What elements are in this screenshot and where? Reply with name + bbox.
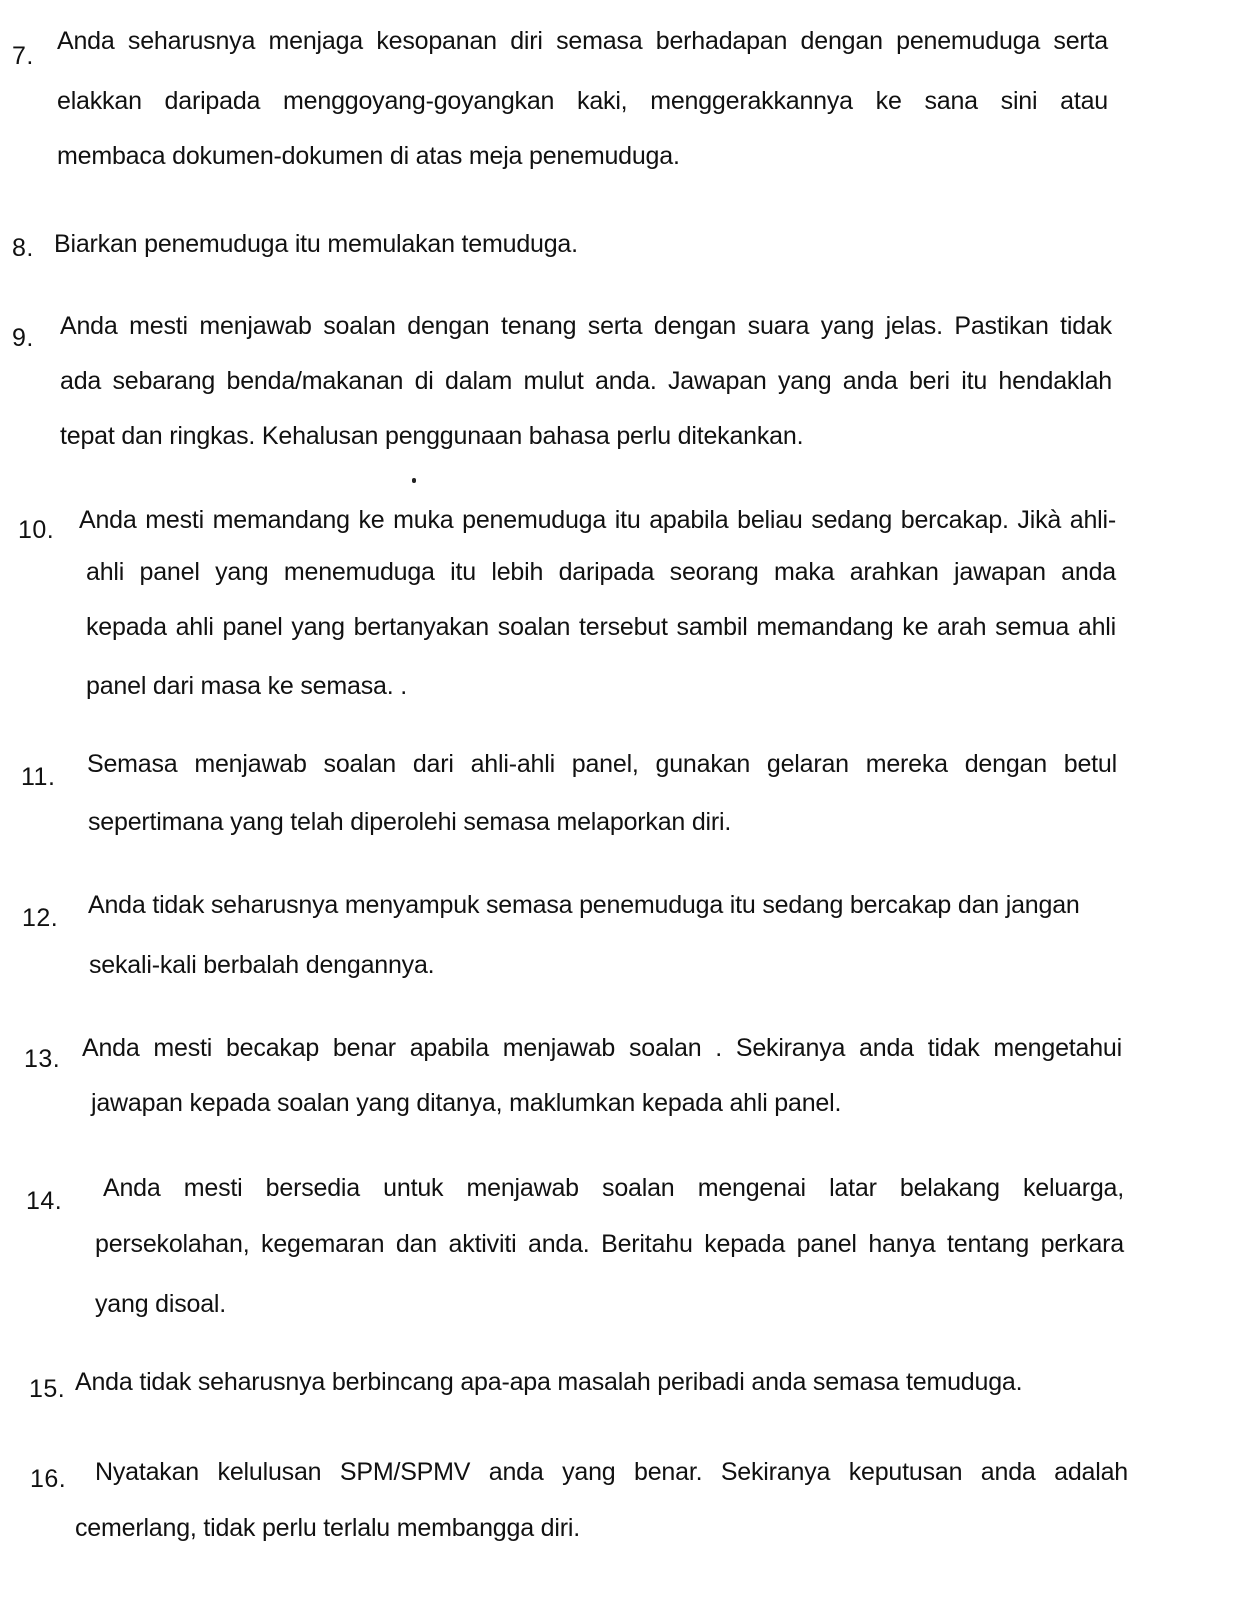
item-number: 7. (12, 42, 34, 70)
item-line: kepada ahli panel yang bertanyakan soalan tersebut sambil memandang ke arah semua ahli (86, 613, 1116, 641)
item-line: Anda mesti becakap benar apabila menjawab soalan . Sekiranya anda tidak mengetahui (82, 1034, 1122, 1062)
item-number: 13. (24, 1045, 61, 1073)
item-line: sepertimana yang telah diperolehi semasa melaporkan diri. (88, 808, 732, 836)
item-line: membaca dokumen-dokumen di atas meja penemuduga. (57, 142, 680, 170)
item-line: Nyatakan kelulusan SPM/SPMV anda yang benar. Sekiranya keputusan anda adalah (95, 1458, 1128, 1486)
item-number: 15. (29, 1375, 66, 1403)
item-line: Anda mesti menjawab soalan dengan tenang serta dengan suara yang jelas. Pastikan tidak (60, 312, 1112, 340)
item-number: 16. (30, 1465, 67, 1493)
item-number: 9. (12, 324, 34, 352)
item-line: Anda seharusnya menjaga kesopanan diri semasa berhadapan dengan penemuduga serta (57, 27, 1108, 55)
item-number: 11. (21, 763, 56, 791)
item-line: tepat dan ringkas. Kehalusan penggunaan bahasa perlu ditekankan. (60, 422, 804, 450)
item-number: 10. (18, 516, 55, 544)
item-line: Anda tidak seharusnya berbincang apa-apa masalah peribadi anda semasa temuduga. (75, 1368, 1023, 1396)
item-line: sekali-kali berbalah dengannya. (89, 951, 435, 979)
item-line: ahli panel yang menemuduga itu lebih daripada seorang maka arahkan jawapan anda (86, 558, 1116, 586)
item-number: 12. (22, 904, 59, 932)
item-line: cemerlang, tidak perlu terlalu membangga diri. (75, 1514, 580, 1542)
item-line: Anda mesti memandang ke muka penemuduga itu apabila beliau sedang bercakap. Jikà ahli- (79, 506, 1116, 534)
item-line: Anda tidak seharusnya menyampuk semasa penemuduga itu sedang bercakap dan jangan (88, 891, 1080, 919)
item-line: persekolahan, kegemaran dan aktiviti anda. Beritahu kepada panel hanya tentang perkara (95, 1230, 1124, 1258)
item-line: Semasa menjawab soalan dari ahli-ahli panel, gunakan gelaran mereka dengan betul (87, 750, 1117, 778)
scan-speck (412, 478, 416, 483)
item-line: ada sebarang benda/makanan di dalam mulut anda. Jawapan yang anda beri itu hendaklah (60, 367, 1112, 395)
item-line: Biarkan penemuduga itu memulakan temuduga. (54, 230, 578, 258)
item-line: Anda mesti bersedia untuk menjawab soalan mengenai latar belakang keluarga, (103, 1174, 1124, 1202)
item-line: jawapan kepada soalan yang ditanya, maklumkan kepada ahli panel. (91, 1089, 842, 1117)
item-number: 14. (26, 1187, 63, 1215)
item-line: yang disoal. (95, 1290, 227, 1318)
item-line: elakkan daripada menggoyang-goyangkan kaki, menggerakkannya ke sana sini atau (57, 87, 1108, 115)
item-line: panel dari masa ke semasa. . (86, 672, 407, 700)
item-number: 8. (12, 234, 34, 262)
